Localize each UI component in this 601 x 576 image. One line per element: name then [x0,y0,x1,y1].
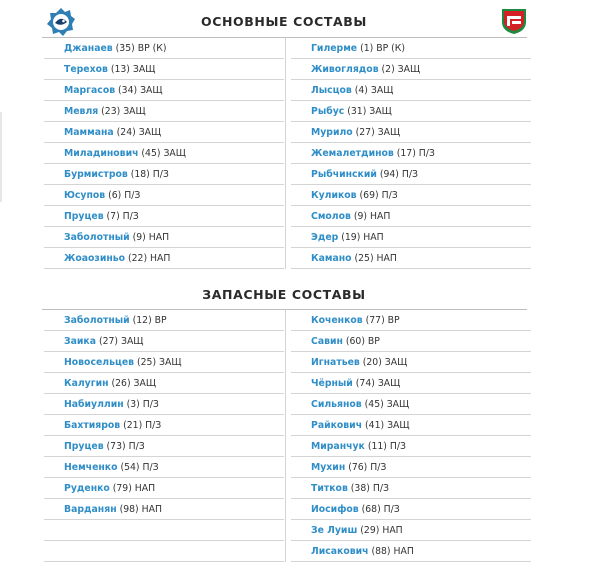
player-row [291,415,531,436]
player-name-link[interactable]: Мурило [311,127,353,138]
empty-player-row [44,520,284,541]
player-number-position: (54) П/З [117,462,159,473]
player-name-link[interactable]: Джанаев [64,43,113,54]
player-name-link[interactable]: Бахтияров [64,420,121,431]
starting-column-divider [285,38,286,269]
player-row [291,59,531,80]
player-row [291,38,531,59]
player-number-position: (4) ЗАЩ [351,85,394,96]
player-name-link[interactable]: Миладинович [64,148,139,159]
substitutes-column-divider [285,310,286,562]
player-row [291,457,531,478]
player-number-position: (9) НАП [129,232,170,243]
player-number-position: (77) ВР [362,315,400,326]
player-row [291,478,531,499]
player-row [44,352,284,373]
player-name-link[interactable]: Зе Луиш [311,525,358,536]
player-number-position: (68) П/З [358,504,400,515]
player-row [291,185,531,206]
left-edge-decoration [0,112,2,202]
player-number-position: (25) НАП [351,253,397,264]
player-name-link[interactable]: Новосельцев [64,357,135,368]
player-row [44,206,284,227]
player-row [44,394,284,415]
player-number-position: (88) НАП [368,546,414,557]
player-row [291,436,531,457]
player-row [44,248,284,269]
player-name-link[interactable]: Терехов [64,64,108,75]
player-name-link[interactable]: Набиуллин [64,399,124,410]
player-row [44,164,284,185]
player-row [291,227,531,248]
player-number-position: (69) П/З [356,190,398,201]
player-row [44,80,284,101]
substitutes-home-list [44,310,284,562]
player-number-position: (76) П/З [345,462,387,473]
player-name-link[interactable]: Заика [64,336,96,347]
player-number-position: (18) П/З [127,169,169,180]
player-number-position: (9) НАП [350,211,391,222]
player-row [291,248,531,269]
player-name-link[interactable]: Варданян [64,504,117,515]
player-row [44,310,284,331]
player-name-link[interactable]: Титков [311,483,348,494]
player-number-position: (19) НАП [338,232,384,243]
player-name-link[interactable]: Мевля [64,106,99,117]
player-name-link[interactable]: Куликов [311,190,357,201]
player-name-link[interactable]: Коченков [311,315,363,326]
player-name-link[interactable]: Савин [311,336,343,347]
player-number-position: (20) ЗАЩ [359,357,408,368]
player-row [291,206,531,227]
player-row [44,415,284,436]
player-name-link[interactable]: Живоглядов [311,64,379,75]
substitutes-away-list [291,310,531,562]
player-row [291,164,531,185]
player-name-link[interactable]: Бурмистров [64,169,128,180]
player-number-position: (23) ЗАЩ [98,106,146,117]
player-number-position: (41) ЗАЩ [362,420,410,431]
player-number-position: (31) ЗАЩ [344,106,392,117]
player-name-link[interactable]: Игнатьев [311,357,360,368]
player-name-link[interactable]: Рыбус [311,106,345,117]
player-number-position: (27) ЗАЩ [352,127,401,138]
player-name-link[interactable]: Немченко [64,462,118,473]
player-row [44,101,284,122]
player-number-position: (25) ЗАЩ [134,357,182,368]
empty-player-row [44,541,284,562]
player-name-link[interactable]: Смолов [311,211,351,222]
player-number-position: (60) ВР [342,336,380,347]
player-name-link[interactable]: Сильянов [311,399,362,410]
player-name-link[interactable]: Маммана [64,127,114,138]
player-row [291,373,531,394]
player-row [291,80,531,101]
player-row [291,499,531,520]
player-number-position: (94) П/З [376,169,418,180]
player-name-link[interactable]: Камано [311,253,352,264]
player-number-position: (12) ВР [129,315,167,326]
player-number-position: (11) П/З [364,441,406,452]
player-name-link[interactable]: Рыбчинский [311,169,377,180]
player-number-position: (24) ЗАЩ [113,127,162,138]
player-name-link[interactable]: Лисакович [311,546,369,557]
player-row [291,143,531,164]
player-row [291,101,531,122]
player-name-link[interactable]: Заболотный [64,315,130,326]
player-name-link[interactable]: Жоаозиньо [64,253,126,264]
player-name-link[interactable]: Миранчук [311,441,365,452]
player-number-position: (29) НАП [357,525,403,536]
player-row [44,185,284,206]
starting-lineups-title: ОСНОВНЫЕ СОСТАВЫ [201,14,367,29]
player-number-position: (38) П/З [347,483,389,494]
starting-away-list [291,38,531,269]
player-number-position: (1) ВР (К) [357,43,405,54]
player-number-position: (79) НАП [109,483,156,494]
player-number-position: (21) П/З [120,420,162,431]
player-name-link[interactable]: Иосифов [311,504,359,515]
player-row [44,122,284,143]
player-number-position: (35) ВР (К) [112,43,167,54]
player-name-link[interactable]: Гилерме [311,43,358,54]
player-name-link[interactable]: Лысцов [311,85,352,96]
player-number-position: (6) П/З [105,190,141,201]
player-number-position: (17) П/З [393,148,435,159]
player-row [44,373,284,394]
player-row [44,143,284,164]
player-row [291,541,531,562]
player-name-link[interactable]: Заболотный [64,232,130,243]
player-number-position: (98) НАП [116,504,162,515]
player-name-link[interactable]: Райкович [311,420,363,431]
player-row [44,38,284,59]
player-name-link[interactable]: Калугин [64,378,109,389]
player-row [44,59,284,80]
player-number-position: (34) ЗАЩ [115,85,163,96]
player-row [291,394,531,415]
player-number-position: (74) ЗАЩ [352,378,401,389]
player-number-position: (26) ЗАЩ [108,378,157,389]
player-number-position: (45) ЗАЩ [138,148,186,159]
player-row [44,227,284,248]
player-row [291,122,531,143]
player-number-position: (3) П/З [123,399,159,410]
player-name-link[interactable]: Пруцев [64,441,104,452]
player-name-link[interactable]: Юсупов [64,190,106,201]
player-name-link[interactable]: Мухин [311,462,346,473]
starting-home-list [44,38,284,269]
player-row [291,310,531,331]
player-name-link[interactable]: Пруцев [64,211,104,222]
player-row [44,331,284,352]
player-row [44,478,284,499]
player-name-link[interactable]: Руденко [64,483,110,494]
player-number-position: (2) ЗАЩ [378,64,421,75]
player-row [291,331,531,352]
player-row [44,499,284,520]
player-name-link[interactable]: Эдер [311,232,339,243]
player-row [291,520,531,541]
player-number-position: (7) П/З [103,211,139,222]
substitutes-title: ЗАПАСНЫЕ СОСТАВЫ [202,287,366,302]
player-number-position: (45) ЗАЩ [361,399,410,410]
player-name-link[interactable]: Чёрный [311,378,353,389]
player-number-position: (22) НАП [125,253,171,264]
player-row [44,457,284,478]
player-name-link[interactable]: Маргасов [64,85,116,96]
player-number-position: (27) ЗАЩ [95,336,144,347]
player-number-position: (73) П/З [103,441,145,452]
player-number-position: (13) ЗАЩ [107,64,156,75]
player-name-link[interactable]: Жемалетдинов [311,148,394,159]
player-row [44,436,284,457]
player-row [291,352,531,373]
